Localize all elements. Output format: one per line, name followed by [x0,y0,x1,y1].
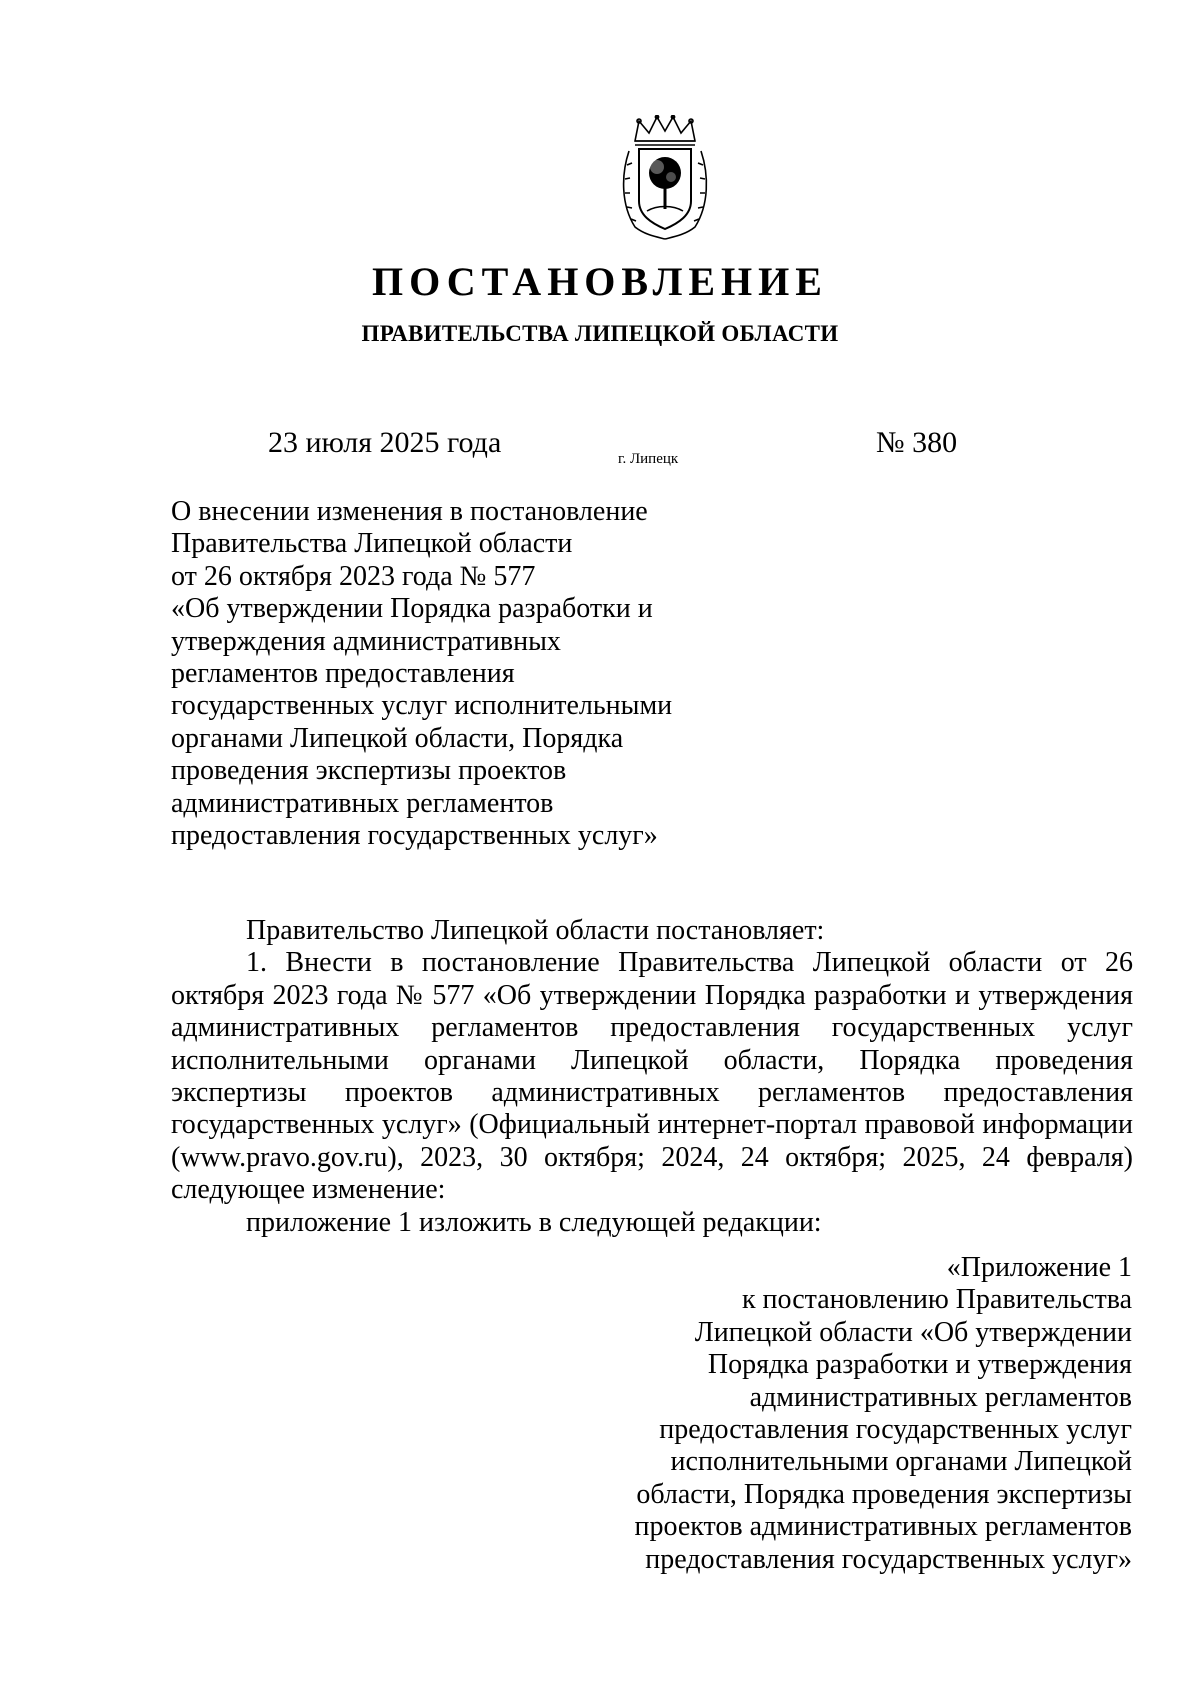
body-intro: Правительство Липецкой области постановляет: [246,915,825,946]
appendix-caption [635,1252,1132,1576]
appendix-instruction: приложение 1 изложить в следующей редакции: [246,1206,822,1238]
heading-line: «Об утверждении Порядка разработки и [171,593,653,625]
appendix-line: к постановлению Правительства [741,1284,1132,1316]
appendix-line: исполнительными органами Липецкой [670,1446,1132,1478]
heading-line: государственных услуг исполнительными [171,690,673,722]
heading-line: предоставления государственных услуг» [171,820,658,852]
document-subtitle: ПРАВИТЕЛЬСТВА ЛИПЕЦКОЙ ОБЛАСТИ [361,321,839,346]
appendix-line: Липецкой области «Об утверждении [694,1316,1132,1348]
appendix-line: административных регламентов [749,1381,1132,1413]
item-1-line: экспертизы проектов административных регламентов предоставления [171,1077,1133,1109]
document-city: г. Липецк [618,451,679,467]
document-body [171,915,1133,1239]
item-1-line: октября 2023 года № 577 «Об утверждении Порядка разработки и утверждения [171,979,1133,1011]
document-heading [171,496,731,852]
appendix-line: Порядка разработки и утверждения [707,1349,1132,1381]
item-1-line: исполнительными органами Липецкой области, Порядка проведения [171,1044,1133,1076]
heading-line: органами Липецкой области, Порядка [171,722,624,754]
item-1-line: (www.pravo.gov.ru), 2023, 30 октября; 2024, 24 октября; 2025, 24 февраля) [171,1141,1133,1173]
heading-line: от 26 октября 2023 года № 577 [171,560,536,592]
heading-line: административных регламентов [171,787,554,819]
heading-line: утверждения административных [171,625,561,657]
item-1-line: административных регламентов предоставления государственных услуг [171,1012,1133,1044]
appendix-line: «Приложение 1 [946,1252,1132,1283]
appendix-line: предоставления государственных услуг» [645,1543,1132,1575]
appendix-line: области, Порядка проведения экспертизы [636,1478,1132,1510]
heading-line: проведения экспертизы проектов [171,755,567,787]
heading-line: регламентов предоставления [171,658,515,690]
coat-of-arms-icon [621,115,709,241]
heading-line: Правительства Липецкой области [171,528,573,560]
item-1-line: 1. Внести в постановление Правительства Липецкой области от 26 [246,947,1133,979]
appendix-line: предоставления государственных услуг [659,1414,1132,1446]
document-date: 23 июля 2025 года [268,426,502,459]
document-title: ПОСТАНОВЛЕНИЕ [372,259,828,304]
document-number: № 380 [876,426,958,459]
appendix-line: проектов административных регламентов [634,1511,1132,1543]
item-1-line: следующее изменение: [171,1174,446,1206]
heading-line: О внесении изменения в постановление [171,496,648,527]
item-1-line: государственных услуг» (Официальный интернет-портал правовой информации [171,1109,1133,1141]
